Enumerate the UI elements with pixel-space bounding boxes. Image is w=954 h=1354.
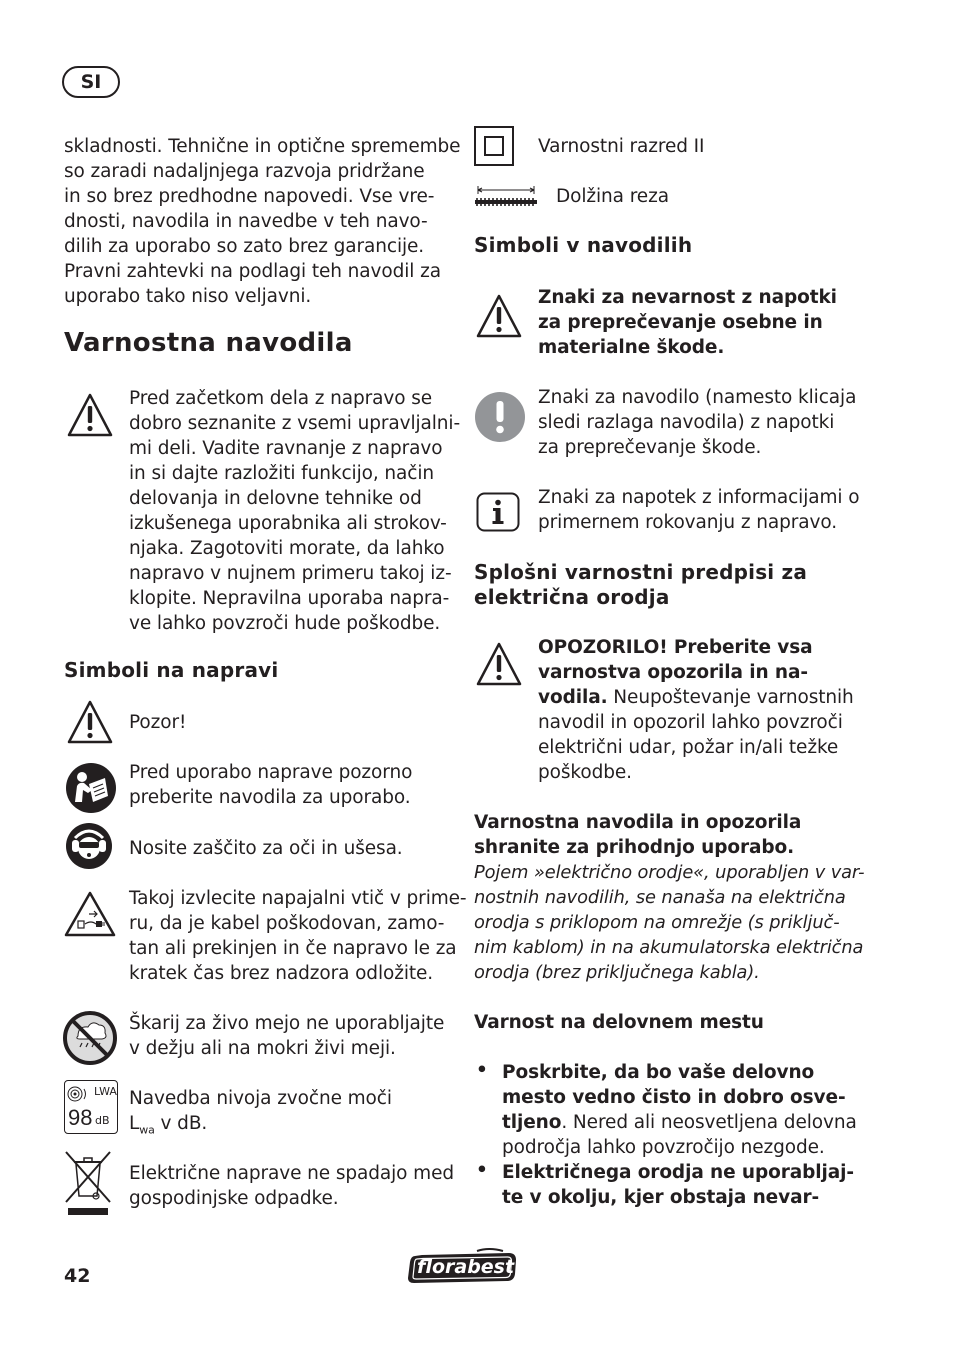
text-line: orodja s priklopom na omrežje (s priključ- [474, 912, 840, 933]
page-number: 42 [64, 1265, 91, 1287]
read-manual-icon [65, 762, 117, 814]
symbols-heading: Simboli na napravi [64, 658, 279, 682]
symbol-rain-text [129, 1011, 444, 1061]
logo-text: florabest [417, 1256, 515, 1278]
text-line: navodil in opozoril lahko povzroči [538, 712, 843, 733]
text-line: izkušenega uporabnika ali strokov- [129, 513, 447, 534]
text-line: OPOZORILO! Preberite vsa [538, 637, 813, 658]
text-line: njaka. Zagotoviti morate, da lahko [129, 538, 445, 559]
symbol-weee-text [129, 1161, 454, 1211]
text-line: Pred začetkom dela z napravo se [129, 388, 433, 409]
text-line: mesto vedno čisto in dobro osve- [502, 1087, 846, 1108]
text-line: Pojem »električno orodje«, uporabljen v var- [474, 862, 865, 883]
text-line: poškodbe. [538, 762, 632, 783]
class-2-icon [474, 126, 514, 166]
text-line: primernem rokovanju z napravo. [538, 512, 837, 533]
bold-span: tljeno [502, 1112, 562, 1133]
keep-instructions [474, 810, 801, 860]
crossed-bin-icon [64, 1150, 112, 1216]
text-line: električni udar, požar in/ali težke [538, 737, 839, 758]
bullet-item [502, 1160, 854, 1210]
text-line: napravo v nujnem primeru takoj iz- [129, 563, 452, 584]
text-line: varnostva opozorila in na- [538, 662, 808, 683]
text-line: gospodinjske odpadke. [129, 1188, 339, 1209]
text-line: in so brez predhodne napovedi. Vse vre- [64, 186, 435, 207]
sound-unit: dB [95, 1114, 110, 1127]
text-line: Znaki za nevarnost z napotki [538, 287, 837, 308]
opozorilo-text [538, 635, 854, 785]
text-line: Takoj izvlecite napajalni vtič v prime- [129, 888, 467, 909]
lwa-subscript: wa [139, 1123, 155, 1137]
danger-text [538, 285, 837, 360]
sound-value: 98 [68, 1105, 93, 1130]
bold-span: vodila. [538, 687, 608, 708]
text-line: v dežju ali na mokri živi meji. [129, 1038, 396, 1059]
text-line: ve lahko povzroči hude poškodbe. [129, 613, 441, 634]
danger-triangle-icon [475, 293, 523, 339]
text-line [538, 685, 854, 710]
language-badge: SI [62, 66, 120, 98]
text-line: materialne škode. [538, 337, 725, 358]
text-line: Električnega orodja ne uporabljaj- [502, 1162, 854, 1183]
text-line: Varnostna navodila in opozorila [474, 812, 802, 833]
class-2-text: Varnostni razred II [538, 136, 705, 157]
unplug-warning-icon [63, 890, 117, 938]
symbol-manual-text [129, 760, 412, 810]
info-icon [476, 492, 520, 532]
text-line: področja lahko povzročijo nezgode. [502, 1137, 825, 1158]
lwa-symbol: L [129, 1113, 140, 1134]
manual-symbols-heading: Simboli v navodilih [474, 233, 693, 257]
symbol-caution-text [129, 710, 186, 735]
text-line: shranite za prihodnjo uporabo. [474, 837, 795, 858]
normal-span: Neupoštevanje varnostnih [607, 687, 854, 708]
text-line: Pozor! [129, 712, 187, 733]
text-line: Škarij za živo mejo ne uporabljajte [129, 1013, 445, 1034]
heading-line: Splošni varnostni predpisi za [474, 560, 808, 584]
text-line: nostnih navodilih, se nanaša na električna [474, 887, 846, 908]
section-title: Varnostna navodila [64, 328, 353, 358]
text-line: skladnosti. Tehnične in optične spremembe [64, 136, 461, 157]
text-line: mi deli. Vadite ravnanje z napravo [129, 438, 443, 459]
intro-paragraph [64, 134, 460, 309]
brand-logo [407, 1248, 517, 1288]
text-line: te v okolju, kjer obstaja nevar- [502, 1187, 820, 1208]
symbol-sound-text [129, 1086, 392, 1143]
text-line: Znaki za navodilo (namesto klicaja [538, 387, 857, 408]
heading-line: električna orodja [474, 585, 670, 609]
text-line: preberite navodila za uporabo. [129, 787, 411, 808]
symbol-protection-text [129, 836, 403, 861]
definition-paragraph [474, 860, 864, 985]
normal-span: . Nered ali neosvetljena delovna [561, 1112, 857, 1133]
text-line: za preprečevanje škode. [538, 437, 762, 458]
eye-ear-protection-icon [65, 822, 113, 870]
text-line: kratek čas brez nadzora odložite. [129, 963, 434, 984]
text-line: dilih za uporabo so zato brez garancije. [64, 236, 425, 257]
text-line: Električne naprave ne spadajo med [129, 1163, 455, 1184]
text-line: uporabo tako niso veljavni. [64, 286, 312, 307]
lwa-label: LWA [94, 1085, 117, 1098]
text-line: in si dajte razložiti funkcijo, način [129, 463, 434, 484]
warning-paragraph [129, 386, 460, 636]
warning-triangle-icon [475, 641, 523, 687]
text-line: orodja (brez priključnega kabla). [474, 962, 760, 983]
text-line: za preprečevanje osebne in [538, 312, 823, 333]
text-line: Pred uporabo naprave pozorno [129, 762, 413, 783]
caution-triangle-icon [66, 699, 114, 745]
text-line [129, 1111, 392, 1143]
text-line: Pravni zahtevki na podlagi teh navodil za [64, 261, 441, 282]
bullet-item [502, 1060, 857, 1160]
text-line: delovanja in delovne tehnike od [129, 488, 422, 509]
cut-length-icon [474, 183, 538, 209]
text-line: dobro seznanite z vsemi upravljalni- [129, 413, 461, 434]
general-heading [474, 560, 807, 610]
notice-exclamation-icon [474, 391, 526, 443]
text-line: klopite. Nepravilna uporaba napra- [129, 588, 450, 609]
sound-level-badge [64, 1080, 118, 1134]
lwa-rest: v dB. [154, 1113, 208, 1134]
text-line: so zaradi nadaljnjega razvoja pridržane [64, 161, 425, 182]
text-line: Nosite zaščito za oči in ušesa. [129, 838, 403, 859]
text-line: dnosti, navodila in navedbe v teh navo- [64, 211, 428, 232]
no-rain-icon [62, 1010, 118, 1066]
text-line: sledi razlaga navodila) z napotki [538, 412, 835, 433]
bullet-marker: • [476, 1160, 488, 1181]
cut-length-text: Dolžina reza [556, 186, 669, 207]
notice-text [538, 385, 856, 460]
speaker-icon [67, 1084, 89, 1104]
symbol-unplug-text [129, 886, 467, 986]
workplace-heading: Varnost na delovnem mestu [474, 1012, 764, 1033]
text-line: Poskrbite, da bo vaše delovno [502, 1062, 815, 1083]
text-line: Znaki za napotek z informacijami o [538, 487, 860, 508]
text-line: nim kablom) in na akumulatorska električna [474, 937, 864, 958]
bullet-marker: • [476, 1060, 488, 1081]
text-line: tan ali prekinjen in če napravo le za [129, 938, 457, 959]
warning-triangle-icon [66, 392, 114, 438]
text-line [502, 1110, 857, 1135]
text-line: Navedba nivoja zvočne moči [129, 1088, 392, 1109]
text-line: ru, da je kabel poškodovan, zamo- [129, 913, 445, 934]
info-text [538, 485, 859, 535]
